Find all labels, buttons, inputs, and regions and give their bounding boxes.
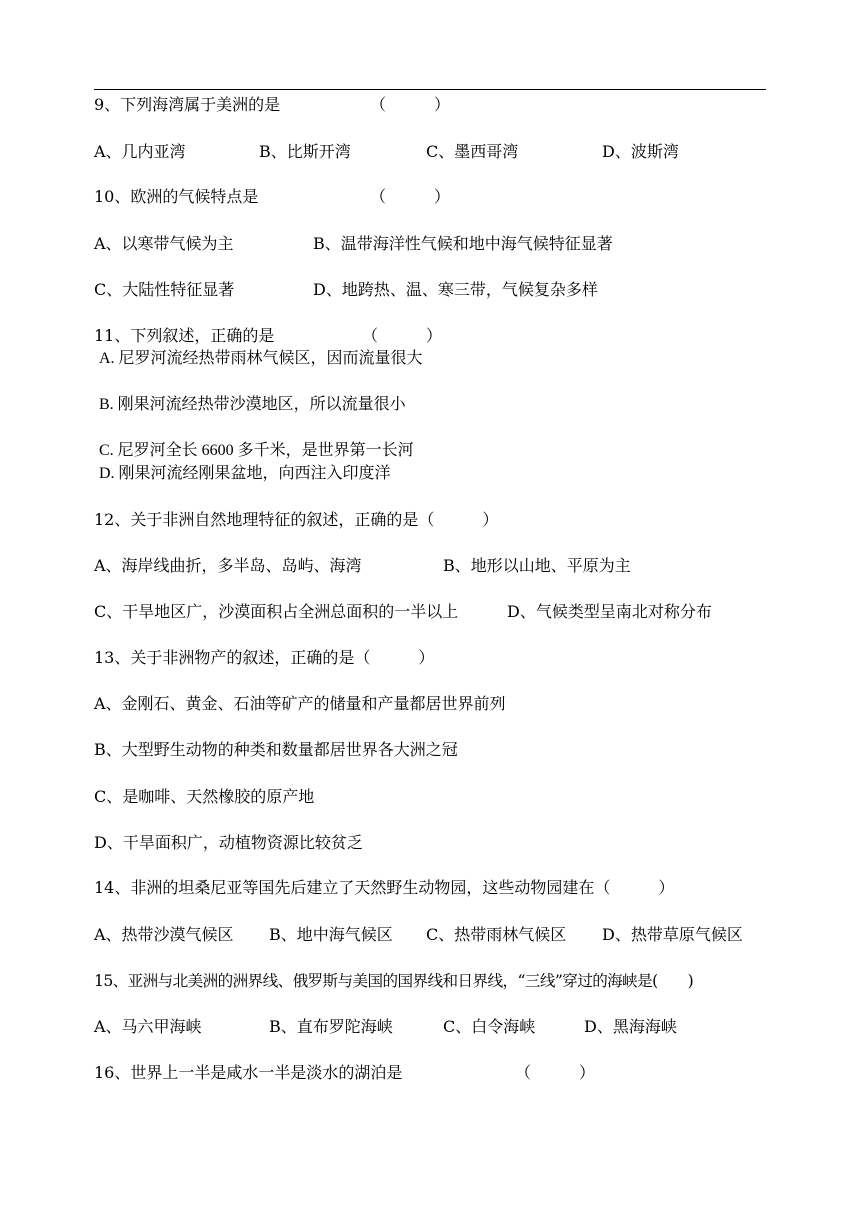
question-14-option-d: D、热带草原气候区 bbox=[602, 925, 743, 944]
question-9-option-b: B、比斯开湾 bbox=[259, 142, 351, 161]
question-10-stem: 10、欧洲的气候特点是 bbox=[94, 187, 259, 206]
question-11-option-c: C. 尼罗河全长 6600 多千米，是世界第一长河 bbox=[99, 442, 414, 459]
question-9-option-c: C、墨西哥湾 bbox=[426, 142, 519, 161]
question-14-option-c: C、热带雨林气候区 bbox=[426, 925, 567, 944]
question-16-stem: 16、世界上一半是咸水一半是淡水的湖泊是 bbox=[94, 1063, 403, 1082]
question-12-option-c: C、干旱地区广，沙漠面积占全洲总面积的一半以上 bbox=[94, 602, 459, 621]
question-11-answer-blank: （ ） bbox=[362, 326, 443, 345]
question-10-option-b: B、温带海洋性气候和地中海气候特征显著 bbox=[313, 234, 613, 253]
question-10-answer-blank: （ ） bbox=[370, 187, 451, 206]
question-15-option-c: C、白令海峡 bbox=[443, 1017, 536, 1036]
question-9-option-d: D、波斯湾 bbox=[602, 142, 679, 161]
question-14-option-a: A、热带沙漠气候区 bbox=[94, 925, 234, 944]
question-13-stem: 13、关于非洲物产的叙述，正确的是（ ） bbox=[94, 648, 435, 667]
header-rule bbox=[94, 89, 766, 90]
question-12-stem: 12、关于非洲自然地理特征的叙述，正确的是（ ） bbox=[94, 510, 499, 529]
question-9-answer-blank: （ ） bbox=[370, 95, 451, 114]
question-10-option-d: D、地跨热、温、寒三带，气候复杂多样 bbox=[313, 280, 598, 299]
question-15-option-b: B、直布罗陀海峡 bbox=[269, 1017, 393, 1036]
question-12-option-d: D、气候类型呈南北对称分布 bbox=[507, 602, 712, 621]
question-15-option-d: D、黑海海峡 bbox=[584, 1017, 677, 1036]
question-14-option-b: B、地中海气候区 bbox=[269, 925, 393, 944]
question-11-stem: 11、下列叙述，正确的是 bbox=[94, 326, 275, 345]
question-14-stem: 14、非洲的坦桑尼亚等国先后建立了天然野生动物园，这些动物园建在（ ） bbox=[94, 878, 675, 897]
question-13-option-b: B、大型野生动物的种类和数量都居世界各大洲之冠 bbox=[94, 740, 458, 759]
question-11-option-a: A. 尼罗河流经热带雨林气候区，因而流量很大 bbox=[99, 350, 423, 367]
question-9-stem: 9、下列海湾属于美洲的是 bbox=[94, 95, 281, 114]
question-11-option-b: B. 刚果河流经热带沙漠地区，所以流量很小 bbox=[99, 396, 406, 413]
question-16-answer-blank: （ ） bbox=[515, 1063, 596, 1082]
question-13-option-d: D、干旱面积广，动植物资源比较贫乏 bbox=[94, 833, 363, 852]
question-13-option-a: A、金刚石、黄金、石油等矿产的储量和产量都居世界前列 bbox=[94, 694, 506, 713]
question-12-option-a: A、海岸线曲折，多半岛、岛屿、海湾 bbox=[94, 556, 362, 575]
question-11-option-d: D. 刚果河流经刚果盆地，向西注入印度洋 bbox=[99, 465, 391, 482]
question-12-option-b: B、地形以山地、平原为主 bbox=[443, 556, 631, 575]
question-13-option-c: C、是咖啡、天然橡胶的原产地 bbox=[94, 787, 315, 806]
question-15-stem: 15、亚洲与北美洲的洲界线、俄罗斯与美国的国界线和日界线，“三线”穿过的海峡是( ) bbox=[94, 972, 694, 990]
question-10-option-a: A、以寒带气候为主 bbox=[94, 234, 234, 253]
question-15-option-a: A、马六甲海峡 bbox=[94, 1017, 202, 1036]
question-10-option-c: C、大陆性特征显著 bbox=[94, 280, 235, 299]
question-9-option-a: A、几内亚湾 bbox=[94, 142, 186, 161]
